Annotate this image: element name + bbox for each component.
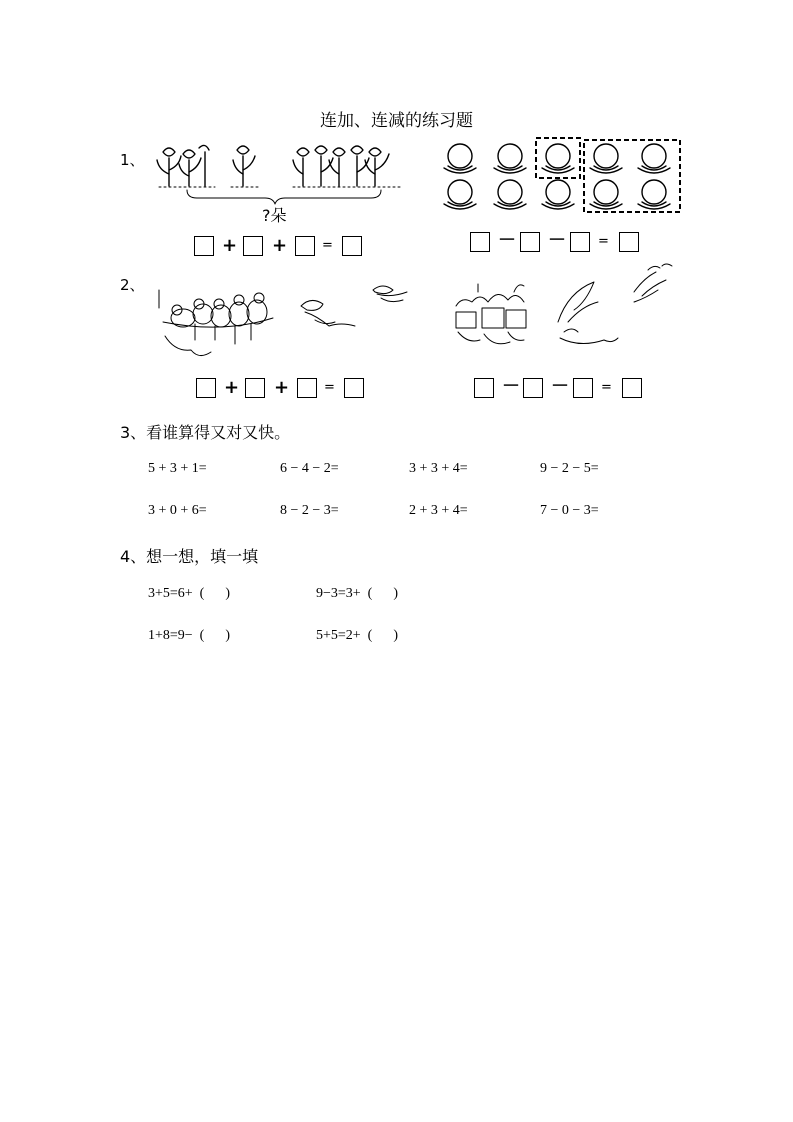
question-3-heading: 3、看谁算得又对又快。 (120, 423, 291, 442)
equals-sign: = (601, 380, 612, 395)
equals-sign: = (322, 238, 333, 253)
exercise-item: 3 + 3 + 4= (409, 461, 468, 476)
answer-box[interactable] (523, 378, 543, 398)
answer-box[interactable] (342, 236, 362, 256)
exercise-item: 6 − 4 − 2= (280, 461, 339, 476)
plus-sign: + (222, 235, 238, 256)
exercise-item: 5 + 3 + 1= (148, 461, 207, 476)
question-2-number: 2、 (120, 276, 145, 294)
answer-box[interactable] (570, 232, 590, 252)
fill-blank-item: 5+5=2+ ( ) (316, 628, 399, 643)
birds-illustration (155, 276, 415, 366)
answer-box[interactable] (295, 236, 315, 256)
equals-sign: = (324, 380, 335, 395)
minus-sign: － (502, 376, 520, 397)
balls-illustration (438, 136, 683, 216)
plus-sign: + (274, 377, 290, 398)
flowers-illustration (155, 140, 405, 200)
answer-box[interactable] (196, 378, 216, 398)
answer-box[interactable] (194, 236, 214, 256)
page-title: 连加、连减的练习题 (320, 111, 473, 131)
answer-box[interactable] (619, 232, 639, 252)
answer-box[interactable] (474, 378, 494, 398)
answer-box[interactable] (243, 236, 263, 256)
question-1-number: 1、 (120, 151, 145, 169)
fill-blank-item: 9−3=3+ ( ) (316, 586, 399, 601)
exercise-item: 8 − 2 − 3= (280, 503, 339, 518)
plus-sign: + (272, 235, 288, 256)
answer-box[interactable] (470, 232, 490, 252)
exercise-item: 3 + 0 + 6= (148, 503, 207, 518)
answer-box[interactable] (245, 378, 265, 398)
exercise-item: 2 + 3 + 4= (409, 503, 468, 518)
fill-blank-item: 1+8=9− ( ) (148, 628, 231, 643)
plus-sign: + (224, 377, 240, 398)
exercise-item: 7 − 0 − 3= (540, 503, 599, 518)
brace-label: ?朵 (262, 206, 287, 225)
minus-sign: － (551, 376, 569, 397)
minus-sign: － (498, 230, 516, 251)
answer-box[interactable] (344, 378, 364, 398)
answer-box[interactable] (573, 378, 593, 398)
animals-illustration (448, 262, 678, 358)
equals-sign: = (598, 234, 609, 249)
answer-box[interactable] (622, 378, 642, 398)
exercise-item: 9 − 2 − 5= (540, 461, 599, 476)
minus-sign: － (548, 230, 566, 251)
answer-box[interactable] (297, 378, 317, 398)
question-4-heading: 4、想一想，填一填 (120, 547, 259, 566)
answer-box[interactable] (520, 232, 540, 252)
fill-blank-item: 3+5=6+ ( ) (148, 586, 231, 601)
